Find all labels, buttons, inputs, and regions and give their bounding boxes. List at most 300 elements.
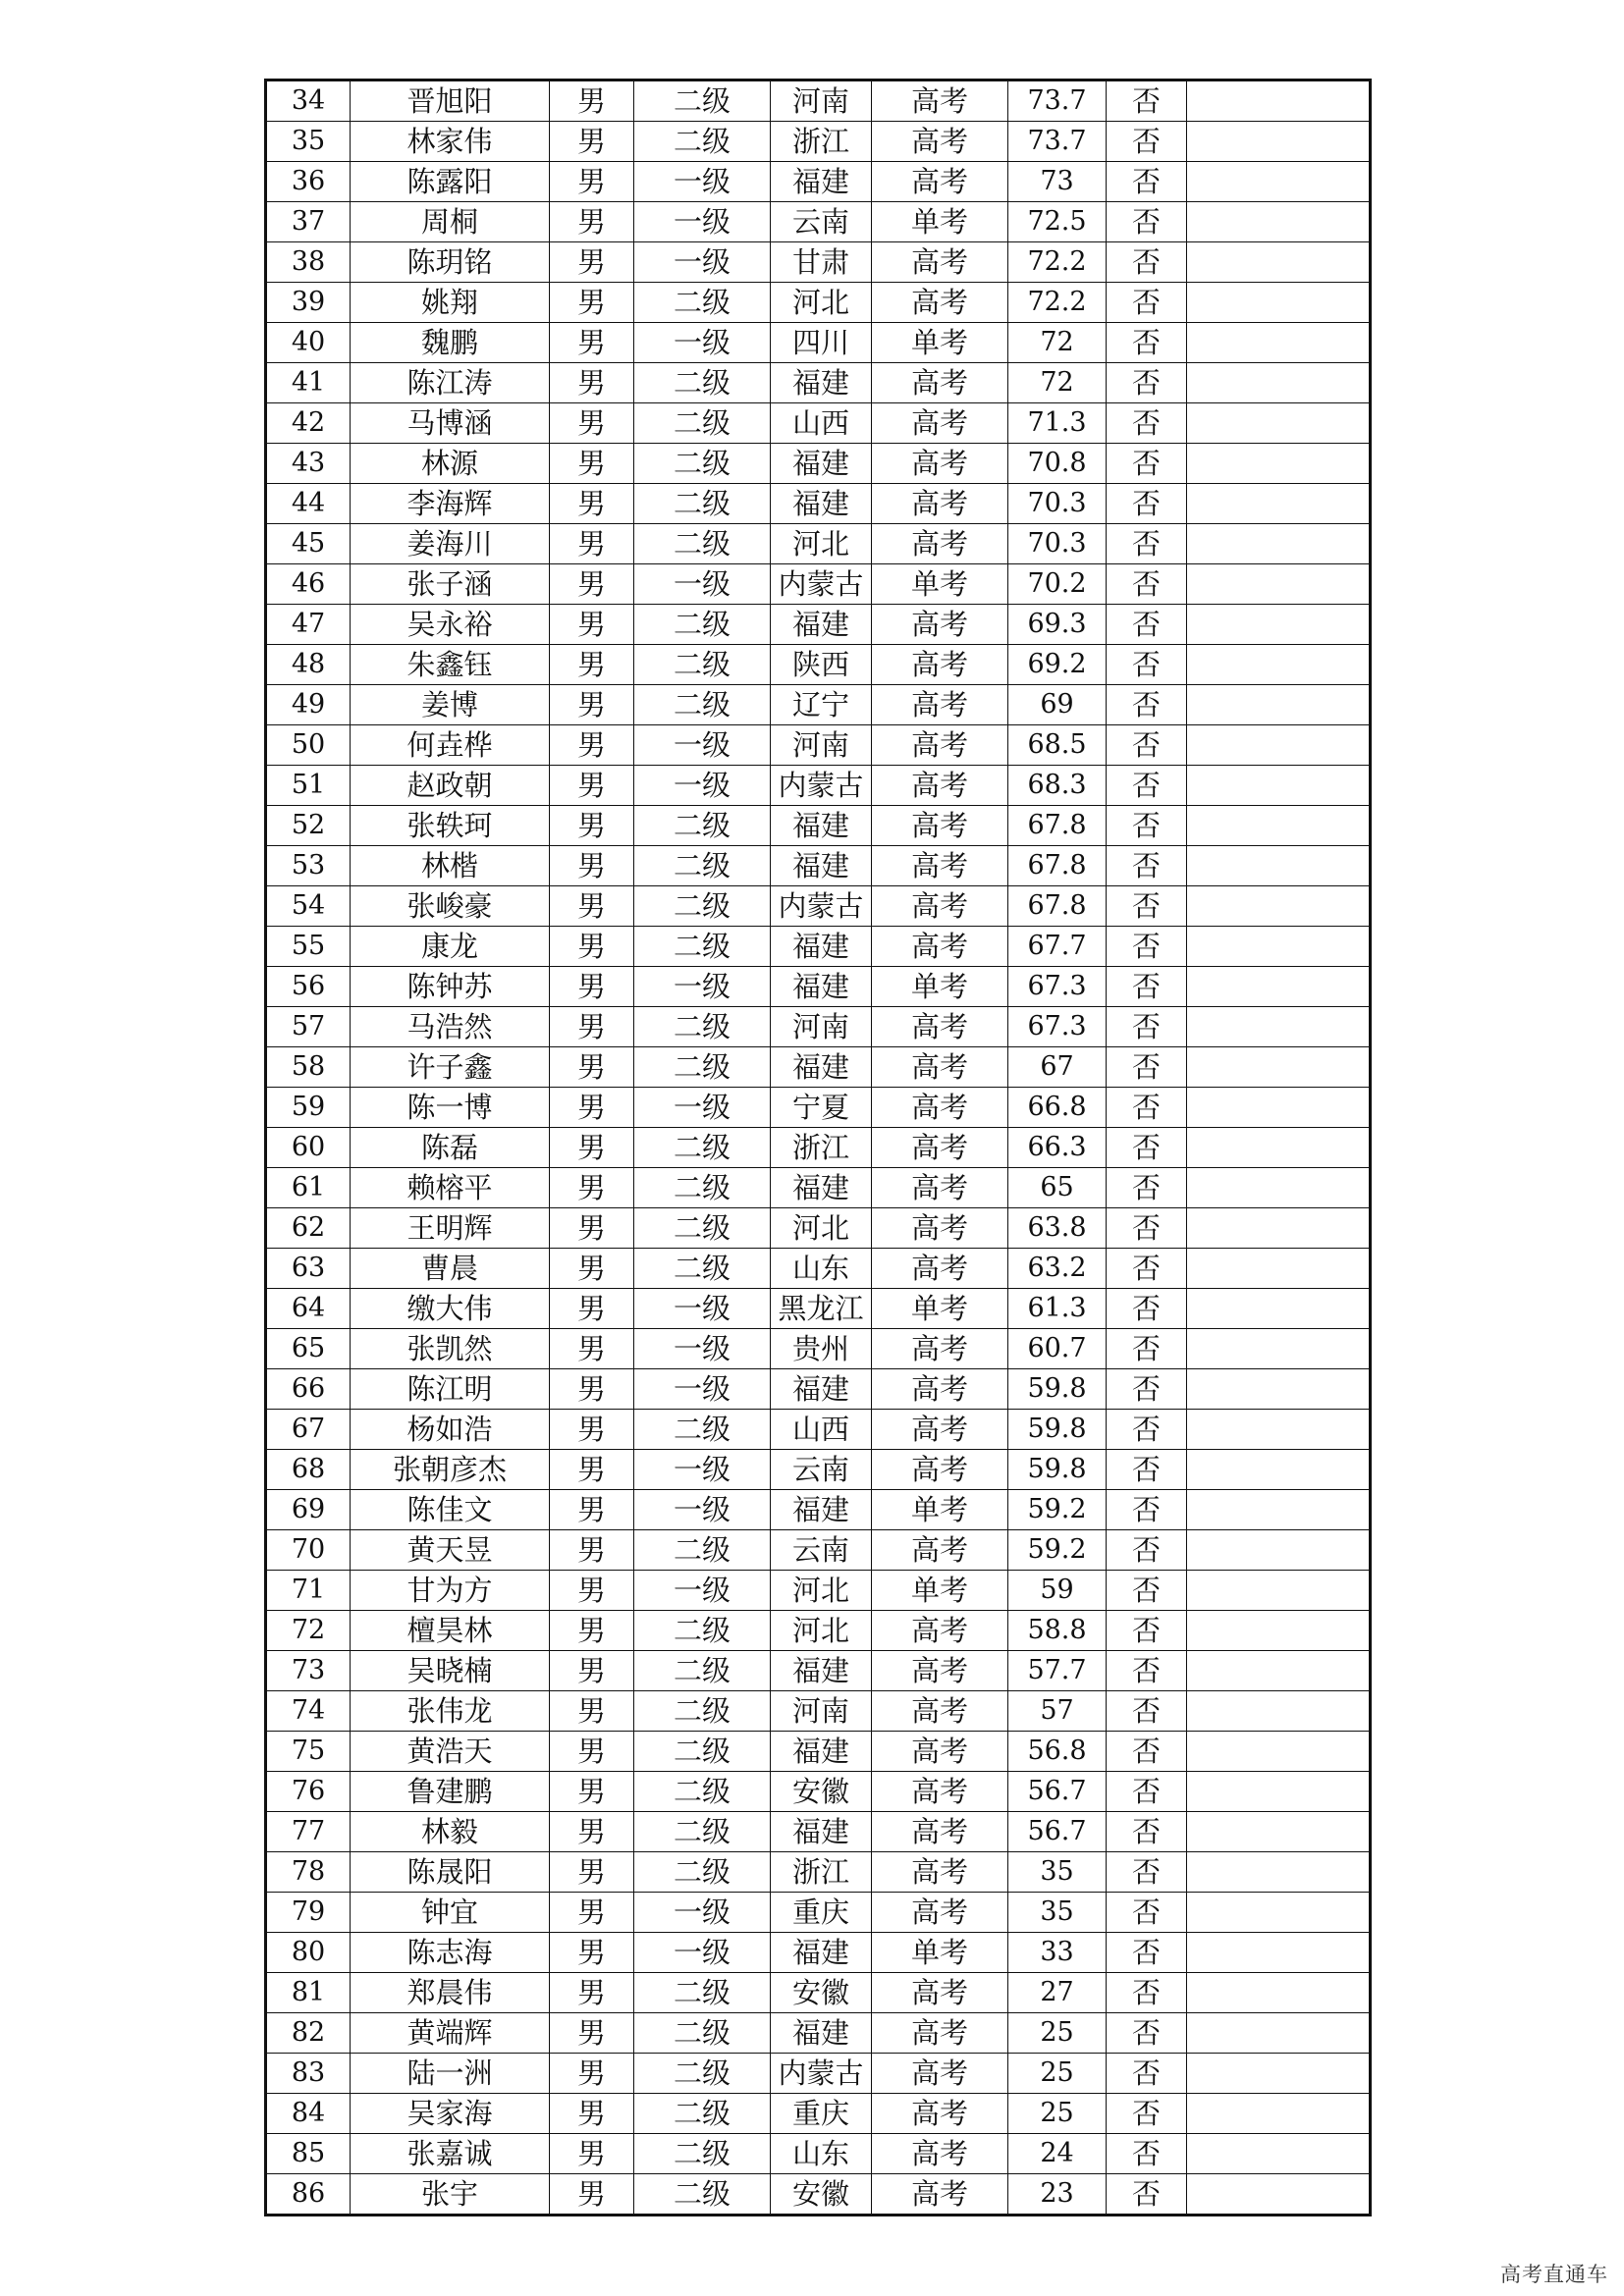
level-cell: 二级	[634, 1128, 771, 1168]
flag-cell: 否	[1107, 242, 1187, 283]
exam-type-cell: 高考	[872, 2174, 1008, 2216]
remark-cell	[1187, 1289, 1371, 1329]
score-cell: 72	[1008, 363, 1107, 403]
province-cell: 福建	[771, 605, 872, 645]
remark-cell	[1187, 403, 1371, 444]
score-cell: 25	[1008, 2013, 1107, 2054]
remark-cell	[1187, 524, 1371, 564]
table-row	[266, 1249, 1371, 1289]
score-cell: 33	[1008, 1933, 1107, 1973]
seq-cell: 49	[266, 685, 351, 725]
name-cell: 晋旭阳	[351, 80, 550, 122]
flag-cell: 否	[1107, 80, 1187, 122]
level-cell: 一级	[634, 242, 771, 283]
score-cell: 25	[1008, 2094, 1107, 2134]
flag-cell: 否	[1107, 524, 1187, 564]
seq-cell: 82	[266, 2013, 351, 2054]
province-cell: 福建	[771, 1047, 872, 1088]
remark-cell	[1187, 806, 1371, 846]
score-cell: 68.3	[1008, 766, 1107, 806]
seq-cell: 71	[266, 1571, 351, 1611]
exam-type-cell: 单考	[872, 1933, 1008, 1973]
gender-cell: 男	[550, 927, 634, 967]
name-cell: 李海辉	[351, 484, 550, 524]
province-cell: 福建	[771, 1732, 872, 1772]
table-row	[266, 1088, 1371, 1128]
remark-cell	[1187, 1490, 1371, 1530]
level-cell: 二级	[634, 1651, 771, 1691]
name-cell: 陈江涛	[351, 363, 550, 403]
level-cell: 一级	[634, 323, 771, 363]
table-row	[266, 1369, 1371, 1410]
flag-cell: 否	[1107, 444, 1187, 484]
remark-cell	[1187, 1128, 1371, 1168]
exam-type-cell: 高考	[872, 927, 1008, 967]
flag-cell: 否	[1107, 1893, 1187, 1933]
table-row	[266, 685, 1371, 725]
level-cell: 二级	[634, 605, 771, 645]
score-cell: 67.3	[1008, 1007, 1107, 1047]
exam-type-cell: 高考	[872, 2094, 1008, 2134]
score-cell: 57.7	[1008, 1651, 1107, 1691]
exam-type-cell: 高考	[872, 605, 1008, 645]
province-cell: 内蒙古	[771, 2054, 872, 2094]
flag-cell: 否	[1107, 766, 1187, 806]
table-row	[266, 80, 1371, 122]
score-cell: 58.8	[1008, 1611, 1107, 1651]
gender-cell: 男	[550, 242, 634, 283]
flag-cell: 否	[1107, 2054, 1187, 2094]
table-row	[266, 323, 1371, 363]
gender-cell: 男	[550, 806, 634, 846]
remark-cell	[1187, 685, 1371, 725]
score-cell: 67.8	[1008, 886, 1107, 927]
table-row	[266, 846, 1371, 886]
province-cell: 山西	[771, 403, 872, 444]
flag-cell: 否	[1107, 1973, 1187, 2013]
remark-cell	[1187, 564, 1371, 605]
seq-cell: 58	[266, 1047, 351, 1088]
gender-cell: 男	[550, 1007, 634, 1047]
table-row	[266, 645, 1371, 685]
remark-cell	[1187, 122, 1371, 162]
level-cell: 二级	[634, 1249, 771, 1289]
level-cell: 一级	[634, 1893, 771, 1933]
exam-type-cell: 高考	[872, 685, 1008, 725]
table-row	[266, 2174, 1371, 2216]
seq-cell: 79	[266, 1893, 351, 1933]
gender-cell: 男	[550, 1369, 634, 1410]
flag-cell: 否	[1107, 2174, 1187, 2216]
name-cell: 甘为方	[351, 1571, 550, 1611]
name-cell: 林楷	[351, 846, 550, 886]
flag-cell: 否	[1107, 484, 1187, 524]
remark-cell	[1187, 1208, 1371, 1249]
gender-cell: 男	[550, 323, 634, 363]
roster-table	[264, 79, 1372, 2216]
exam-type-cell: 高考	[872, 2134, 1008, 2174]
name-cell: 郑晨伟	[351, 1973, 550, 2013]
table-row	[266, 1973, 1371, 2013]
province-cell: 云南	[771, 1530, 872, 1571]
gender-cell: 男	[550, 1450, 634, 1490]
exam-type-cell: 高考	[872, 444, 1008, 484]
remark-cell	[1187, 1369, 1371, 1410]
gender-cell: 男	[550, 1249, 634, 1289]
remark-cell	[1187, 242, 1371, 283]
remark-cell	[1187, 1732, 1371, 1772]
name-cell: 黄浩天	[351, 1732, 550, 1772]
flag-cell: 否	[1107, 1571, 1187, 1611]
level-cell: 一级	[634, 1933, 771, 1973]
name-cell: 吴永裕	[351, 605, 550, 645]
seq-cell: 63	[266, 1249, 351, 1289]
name-cell: 陆一洲	[351, 2054, 550, 2094]
level-cell: 二级	[634, 1973, 771, 2013]
flag-cell: 否	[1107, 1047, 1187, 1088]
name-cell: 钟宜	[351, 1893, 550, 1933]
flag-cell: 否	[1107, 1249, 1187, 1289]
table-row	[266, 2134, 1371, 2174]
level-cell: 二级	[634, 80, 771, 122]
remark-cell	[1187, 605, 1371, 645]
name-cell: 陈钟苏	[351, 967, 550, 1007]
gender-cell: 男	[550, 1128, 634, 1168]
exam-type-cell: 单考	[872, 967, 1008, 1007]
name-cell: 何垚桦	[351, 725, 550, 766]
gender-cell: 男	[550, 363, 634, 403]
province-cell: 福建	[771, 967, 872, 1007]
score-cell: 72.2	[1008, 242, 1107, 283]
name-cell: 姜海川	[351, 524, 550, 564]
level-cell: 一级	[634, 1329, 771, 1369]
table-row	[266, 967, 1371, 1007]
remark-cell	[1187, 927, 1371, 967]
remark-cell	[1187, 2174, 1371, 2216]
remark-cell	[1187, 1047, 1371, 1088]
level-cell: 二级	[634, 1208, 771, 1249]
seq-cell: 36	[266, 162, 351, 202]
exam-type-cell: 高考	[872, 1530, 1008, 1571]
level-cell: 二级	[634, 1007, 771, 1047]
table-row	[266, 564, 1371, 605]
seq-cell: 38	[266, 242, 351, 283]
province-cell: 山西	[771, 1410, 872, 1450]
gender-cell: 男	[550, 1973, 634, 2013]
level-cell: 一级	[634, 1369, 771, 1410]
gender-cell: 男	[550, 484, 634, 524]
table-row	[266, 162, 1371, 202]
province-cell: 福建	[771, 363, 872, 403]
score-cell: 67.7	[1008, 927, 1107, 967]
name-cell: 吴家海	[351, 2094, 550, 2134]
table-row	[266, 1490, 1371, 1530]
level-cell: 二级	[634, 1410, 771, 1450]
flag-cell: 否	[1107, 1490, 1187, 1530]
level-cell: 二级	[634, 1168, 771, 1208]
name-cell: 赖榕平	[351, 1168, 550, 1208]
table-row	[266, 242, 1371, 283]
table-row	[266, 1530, 1371, 1571]
exam-type-cell: 高考	[872, 1812, 1008, 1852]
remark-cell	[1187, 1772, 1371, 1812]
remark-cell	[1187, 80, 1371, 122]
level-cell: 二级	[634, 1852, 771, 1893]
gender-cell: 男	[550, 564, 634, 605]
province-cell: 内蒙古	[771, 886, 872, 927]
table-row	[266, 927, 1371, 967]
exam-type-cell: 高考	[872, 1691, 1008, 1732]
name-cell: 陈江明	[351, 1369, 550, 1410]
province-cell: 福建	[771, 1933, 872, 1973]
exam-type-cell: 高考	[872, 1208, 1008, 1249]
flag-cell: 否	[1107, 1852, 1187, 1893]
province-cell: 云南	[771, 1450, 872, 1490]
province-cell: 福建	[771, 1490, 872, 1530]
score-cell: 68.5	[1008, 725, 1107, 766]
table-row	[266, 2013, 1371, 2054]
level-cell: 一级	[634, 1490, 771, 1530]
flag-cell: 否	[1107, 846, 1187, 886]
gender-cell: 男	[550, 444, 634, 484]
gender-cell: 男	[550, 605, 634, 645]
remark-cell	[1187, 1893, 1371, 1933]
remark-cell	[1187, 1691, 1371, 1732]
exam-type-cell: 单考	[872, 564, 1008, 605]
flag-cell: 否	[1107, 202, 1187, 242]
score-cell: 66.8	[1008, 1088, 1107, 1128]
exam-type-cell: 高考	[872, 1973, 1008, 2013]
remark-cell	[1187, 645, 1371, 685]
name-cell: 吴晓楠	[351, 1651, 550, 1691]
province-cell: 福建	[771, 1651, 872, 1691]
remark-cell	[1187, 1168, 1371, 1208]
level-cell: 一级	[634, 766, 771, 806]
province-cell: 福建	[771, 162, 872, 202]
table-row	[266, 725, 1371, 766]
score-cell: 63.2	[1008, 1249, 1107, 1289]
flag-cell: 否	[1107, 886, 1187, 927]
score-cell: 59.2	[1008, 1490, 1107, 1530]
exam-type-cell: 高考	[872, 2054, 1008, 2094]
exam-type-cell: 高考	[872, 242, 1008, 283]
seq-cell: 68	[266, 1450, 351, 1490]
level-cell: 一级	[634, 564, 771, 605]
gender-cell: 男	[550, 886, 634, 927]
score-cell: 65	[1008, 1168, 1107, 1208]
level-cell: 二级	[634, 1691, 771, 1732]
gender-cell: 男	[550, 1168, 634, 1208]
score-cell: 70.2	[1008, 564, 1107, 605]
score-cell: 73.7	[1008, 122, 1107, 162]
exam-type-cell: 高考	[872, 806, 1008, 846]
province-cell: 福建	[771, 444, 872, 484]
province-cell: 河南	[771, 1007, 872, 1047]
gender-cell: 男	[550, 1571, 634, 1611]
name-cell: 周桐	[351, 202, 550, 242]
flag-cell: 否	[1107, 1812, 1187, 1852]
name-cell: 鲁建鹏	[351, 1772, 550, 1812]
score-cell: 67.8	[1008, 846, 1107, 886]
level-cell: 一级	[634, 1289, 771, 1329]
flag-cell: 否	[1107, 605, 1187, 645]
gender-cell: 男	[550, 1893, 634, 1933]
name-cell: 缴大伟	[351, 1289, 550, 1329]
remark-cell	[1187, 1973, 1371, 2013]
name-cell: 陈佳文	[351, 1490, 550, 1530]
table-row	[266, 2054, 1371, 2094]
gender-cell: 男	[550, 1530, 634, 1571]
table-row	[266, 1732, 1371, 1772]
seq-cell: 59	[266, 1088, 351, 1128]
gender-cell: 男	[550, 1933, 634, 1973]
remark-cell	[1187, 363, 1371, 403]
gender-cell: 男	[550, 685, 634, 725]
gender-cell: 男	[550, 645, 634, 685]
name-cell: 魏鹏	[351, 323, 550, 363]
flag-cell: 否	[1107, 122, 1187, 162]
flag-cell: 否	[1107, 685, 1187, 725]
seq-cell: 81	[266, 1973, 351, 2013]
flag-cell: 否	[1107, 1369, 1187, 1410]
province-cell: 浙江	[771, 1852, 872, 1893]
province-cell: 内蒙古	[771, 766, 872, 806]
flag-cell: 否	[1107, 1933, 1187, 1973]
exam-type-cell: 高考	[872, 283, 1008, 323]
gender-cell: 男	[550, 1289, 634, 1329]
exam-type-cell: 单考	[872, 202, 1008, 242]
remark-cell	[1187, 846, 1371, 886]
gender-cell: 男	[550, 725, 634, 766]
seq-cell: 51	[266, 766, 351, 806]
name-cell: 林源	[351, 444, 550, 484]
score-cell: 57	[1008, 1691, 1107, 1732]
level-cell: 二级	[634, 2134, 771, 2174]
name-cell: 张宇	[351, 2174, 550, 2216]
province-cell: 内蒙古	[771, 564, 872, 605]
level-cell: 二级	[634, 524, 771, 564]
remark-cell	[1187, 283, 1371, 323]
gender-cell: 男	[550, 1651, 634, 1691]
table-row	[266, 524, 1371, 564]
exam-type-cell: 高考	[872, 484, 1008, 524]
table-row	[266, 1772, 1371, 1812]
province-cell: 浙江	[771, 122, 872, 162]
flag-cell: 否	[1107, 1168, 1187, 1208]
level-cell: 二级	[634, 645, 771, 685]
seq-cell: 45	[266, 524, 351, 564]
flag-cell: 否	[1107, 323, 1187, 363]
score-cell: 35	[1008, 1852, 1107, 1893]
flag-cell: 否	[1107, 1530, 1187, 1571]
flag-cell: 否	[1107, 2134, 1187, 2174]
seq-cell: 48	[266, 645, 351, 685]
flag-cell: 否	[1107, 162, 1187, 202]
remark-cell	[1187, 1410, 1371, 1450]
remark-cell	[1187, 2013, 1371, 2054]
exam-type-cell: 单考	[872, 1490, 1008, 1530]
remark-cell	[1187, 1852, 1371, 1893]
table-row	[266, 1168, 1371, 1208]
name-cell: 杨如浩	[351, 1410, 550, 1450]
remark-cell	[1187, 444, 1371, 484]
province-cell: 福建	[771, 1369, 872, 1410]
table-row	[266, 1289, 1371, 1329]
table-row	[266, 122, 1371, 162]
table-row	[266, 886, 1371, 927]
score-cell: 59	[1008, 1571, 1107, 1611]
table-row	[266, 1933, 1371, 1973]
score-cell: 61.3	[1008, 1289, 1107, 1329]
seq-cell: 39	[266, 283, 351, 323]
province-cell: 福建	[771, 846, 872, 886]
score-cell: 73	[1008, 162, 1107, 202]
table-row	[266, 403, 1371, 444]
exam-type-cell: 高考	[872, 1168, 1008, 1208]
exam-type-cell: 高考	[872, 725, 1008, 766]
seq-cell: 61	[266, 1168, 351, 1208]
level-cell: 一级	[634, 202, 771, 242]
flag-cell: 否	[1107, 806, 1187, 846]
flag-cell: 否	[1107, 1772, 1187, 1812]
province-cell: 浙江	[771, 1128, 872, 1168]
seq-cell: 67	[266, 1410, 351, 1450]
gender-cell: 男	[550, 1208, 634, 1249]
name-cell: 曹晨	[351, 1249, 550, 1289]
exam-type-cell: 高考	[872, 363, 1008, 403]
name-cell: 陈露阳	[351, 162, 550, 202]
score-cell: 60.7	[1008, 1329, 1107, 1369]
exam-type-cell: 单考	[872, 1289, 1008, 1329]
seq-cell: 46	[266, 564, 351, 605]
province-cell: 宁夏	[771, 1088, 872, 1128]
seq-cell: 80	[266, 1933, 351, 1973]
table-row	[266, 283, 1371, 323]
exam-type-cell: 高考	[872, 1249, 1008, 1289]
flag-cell: 否	[1107, 1651, 1187, 1691]
name-cell: 张朝彦杰	[351, 1450, 550, 1490]
score-cell: 63.8	[1008, 1208, 1107, 1249]
gender-cell: 男	[550, 403, 634, 444]
level-cell: 二级	[634, 2054, 771, 2094]
score-cell: 25	[1008, 2054, 1107, 2094]
flag-cell: 否	[1107, 927, 1187, 967]
exam-type-cell: 单考	[872, 1571, 1008, 1611]
exam-type-cell: 高考	[872, 1047, 1008, 1088]
score-cell: 69	[1008, 685, 1107, 725]
flag-cell: 否	[1107, 1732, 1187, 1772]
level-cell: 二级	[634, 927, 771, 967]
table-row	[266, 1812, 1371, 1852]
seq-cell: 66	[266, 1369, 351, 1410]
remark-cell	[1187, 202, 1371, 242]
level-cell: 一级	[634, 1450, 771, 1490]
level-cell: 二级	[634, 1047, 771, 1088]
name-cell: 檀昊林	[351, 1611, 550, 1651]
table-row	[266, 484, 1371, 524]
flag-cell: 否	[1107, 403, 1187, 444]
exam-type-cell: 高考	[872, 524, 1008, 564]
province-cell: 河南	[771, 725, 872, 766]
score-cell: 59.8	[1008, 1450, 1107, 1490]
exam-type-cell: 高考	[872, 1007, 1008, 1047]
name-cell: 许子鑫	[351, 1047, 550, 1088]
name-cell: 姚翔	[351, 283, 550, 323]
remark-cell	[1187, 886, 1371, 927]
flag-cell: 否	[1107, 1088, 1187, 1128]
remark-cell	[1187, 1933, 1371, 1973]
remark-cell	[1187, 766, 1371, 806]
